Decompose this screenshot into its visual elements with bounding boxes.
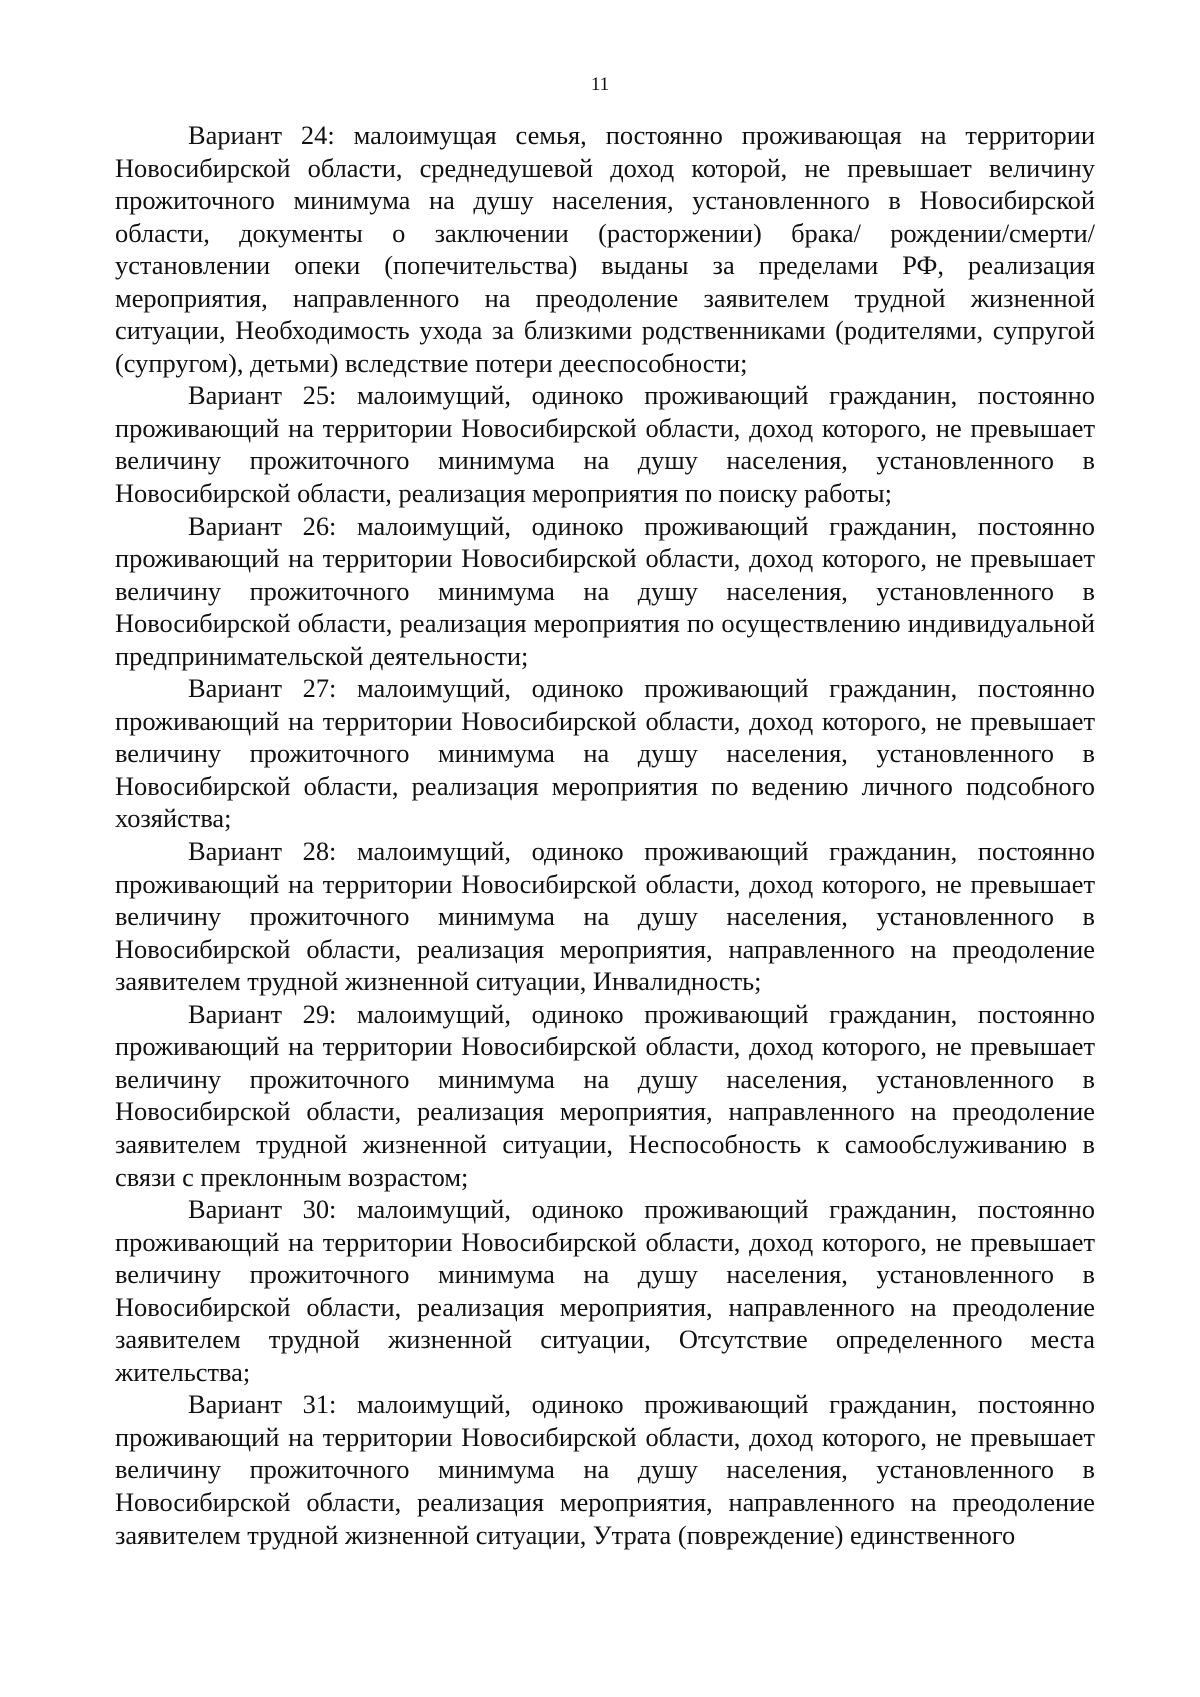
paragraph-variant-30: Вариант 30: малоимущий, одиноко проживающий гражданин, постоянно проживающий на территории Новосибирской области, доход которого, не превышает величину прожиточного минимума на душу населения, установленного в Новосибирской области, реализация мероприятия, направленного на преодоление заявителем трудной жизненной ситуации, Отсутствие определенного места жительства; [115, 1194, 1095, 1387]
paragraph-variant-26: Вариант 26: малоимущий, одиноко проживающий гражданин, постоянно проживающий на территории Новосибирской области, доход которого, не превышает величину прожиточного минимума на душу населения, установленного в Новосибирской области, реализация мероприятия по осуществлению индивидуальной предпринимательской деятельности; [115, 510, 1095, 671]
page-number: 11 [590, 74, 610, 95]
paragraph-variant-29: Вариант 29: малоимущий, одиноко проживающий гражданин, постоянно проживающий на территории Новосибирской области, доход которого, не превышает величину прожиточного минимума на душу населения, установленного в Новосибирской области, реализация мероприятия, направленного на преодоление заявителем трудной жизненной ситуации, Неспособность к самообслуживанию в связи с преклонным возрастом; [115, 998, 1095, 1192]
paragraph-variant-25: Вариант 25: малоимущий, одиноко проживающий гражданин, постоянно проживающий на территории Новосибирской области, доход которого, не превышает величину прожиточного минимума на душу населения, установленного в Новосибирской области, реализация мероприятия по поиску работы; [115, 380, 1095, 509]
paragraph-variant-28: Вариант 28: малоимущий, одиноко проживающий гражданин, постоянно проживающий на территории Новосибирской области, доход которого, не превышает величину прожиточного минимума на душу населения, установленного в Новосибирской области, реализация мероприятия, направленного на преодоление заявителем трудной жизненной ситуации, Инвалидность; [115, 836, 1095, 997]
paragraph-variant-31: Вариант 31: малоимущий, одиноко проживающий гражданин, постоянно проживающий на территории Новосибирской области, доход которого, не превышает величину прожиточного минимума на душу населения, установленного в Новосибирской области, реализация мероприятия, направленного на преодоление заявителем трудной жизненной ситуации, Утрата (повреждение) единственного [115, 1389, 1095, 1550]
paragraph-variant-27: Вариант 27: малоимущий, одиноко проживающий гражданин, постоянно проживающий на территории Новосибирской области, доход которого, не превышает величину прожиточного минимума на душу населения, установленного в Новосибирской области, реализация мероприятия по ведению личного подсобного хозяйства; [115, 673, 1095, 834]
document-body [115, 119, 1095, 1551]
paragraph-variant-24: Вариант 24: малоимущая семья, постоянно проживающая на территории Новосибирской области, среднедушевой доход которой, не превышает величину прожиточного минимума на душу населения, установленного в Новосибирской области, документы о заключении (расторжении) брака/ рождении/смерти/ установлении опеки (попечительства) выданы за пределами РФ, реализация мероприятия, направленного на преодоление заявителем трудной жизненной ситуации, Необходимость ухода за близкими родственниками (родителями, супругой (супругом), детьми) вследствие потери дееспособности; [115, 120, 1095, 378]
